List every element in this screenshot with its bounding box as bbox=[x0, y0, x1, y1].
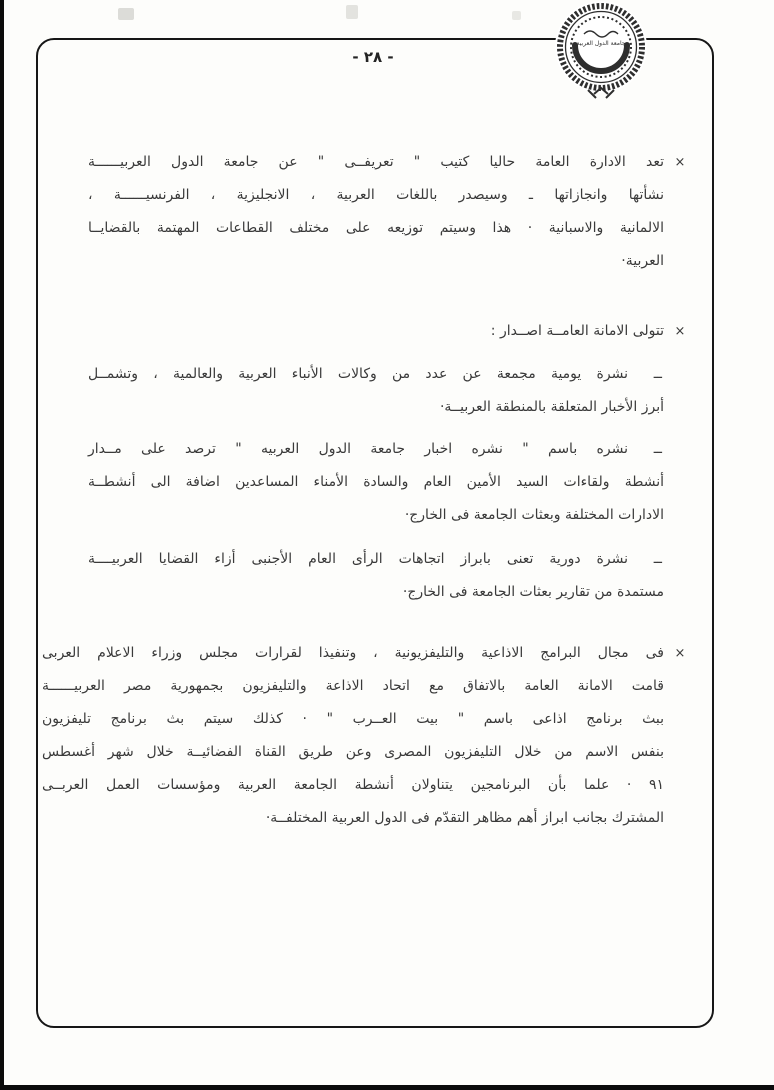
text-line: العربية· bbox=[621, 253, 664, 269]
scan-artifact bbox=[118, 8, 134, 20]
list-item-news-bulletin bbox=[88, 433, 664, 532]
text-line: نشأتها وانجازاتها ـ وسيصدر باللغات العربية ، الانجليزية ، الفرنسيــــــة ، bbox=[88, 187, 664, 203]
dash-marker: ــ bbox=[653, 441, 662, 457]
emblem-graphic bbox=[548, 0, 654, 100]
paragraph-booklet bbox=[88, 146, 686, 278]
text-line: فى مجال البرامج الاذاعية والتليفزيونية ، وتنفيذا لقرارات مجلس وزراء الاعلام العربى bbox=[42, 645, 664, 661]
text-line: نشرة يومية مجمعة عن عدد من وكالات الأنباء العربية والعالمية ، وتشمــل bbox=[88, 366, 628, 382]
text-line: الالمانية والاسبانية · هذا وسيتم توزيعه على مختلف القطاعات المهتمة بالقضايــا bbox=[88, 220, 664, 236]
arab-league-emblem-icon bbox=[548, 0, 654, 100]
text-line: ببث برنامج اذاعى باسم " بيت العــرب " · كذلك سيتم بث برنامج تليفزيون bbox=[42, 711, 664, 727]
text-line: مستمدة من تقارير بعثات الجامعة فى الخارج· bbox=[402, 584, 664, 600]
text-line: تعد الادارة العامة حاليا كتيب " تعريفــى " عن جامعة الدول العربيــــــة bbox=[88, 154, 664, 170]
dash-marker: ــ bbox=[653, 551, 662, 567]
text-line: أنشطة ولقاءات السيد الأمين العام والسادة الأمناء المساعدين اضافة الى أنشطــة bbox=[88, 474, 664, 490]
list-item-daily-bulletin bbox=[88, 358, 664, 424]
scan-edge-bottom bbox=[0, 1085, 774, 1090]
emblem-calligraphy: جامعة الدول العربية bbox=[576, 40, 626, 47]
text-line: المشترك بجانب ابراز أهم مظاهر التقدّم فى الدول العربية المختلفــة· bbox=[265, 810, 664, 826]
dash-marker: ــ bbox=[653, 366, 662, 382]
document-body bbox=[42, 146, 686, 835]
text-line: بنفس الاسم من خلال التليفزيون المصرى وعن طريق القناة الفضائيــة خلال شهر أغسطس bbox=[42, 744, 664, 760]
text-line: أبرز الأخبار المتعلقة بالمنطقة العربيــة· bbox=[439, 399, 664, 415]
text-line: الادارات المختلفة وبعثات الجامعة فى الخارج· bbox=[404, 507, 664, 523]
scan-edge-left bbox=[0, 0, 4, 1090]
text-line: ٩١ · علما بأن البرنامجين يتناولان أنشطة الجامعة العربية ومؤسسات العمل العربــى bbox=[42, 777, 664, 793]
text-line: نشره باسم " نشره اخبار جامعة الدول العربيه " ترصد على مــدار bbox=[88, 441, 628, 457]
asterisk-marker: × bbox=[674, 155, 686, 170]
asterisk-marker: × bbox=[674, 646, 686, 661]
scan-artifact bbox=[346, 5, 358, 19]
text-line: تتولى الامانة العامــة اصــدار : bbox=[490, 323, 664, 339]
asterisk-marker: × bbox=[674, 324, 686, 339]
list-item-periodical-bulletin bbox=[88, 543, 664, 609]
paragraph-broadcast-programs bbox=[42, 637, 686, 835]
page-number: - ٢٨ - bbox=[352, 48, 394, 66]
text-line: نشرة دورية تعنى بابراز اتجاهات الرأى العام الأجنبى أزاء القضايا العربيــــة bbox=[88, 551, 628, 567]
scan-artifact bbox=[512, 11, 521, 20]
text-line: قامت الامانة العامة بالاتفاق مع اتحاد الاذاعة والتليفزيون بجمهورية مصر العربيــــــة bbox=[42, 678, 664, 694]
paragraph-publications-header bbox=[88, 315, 686, 348]
